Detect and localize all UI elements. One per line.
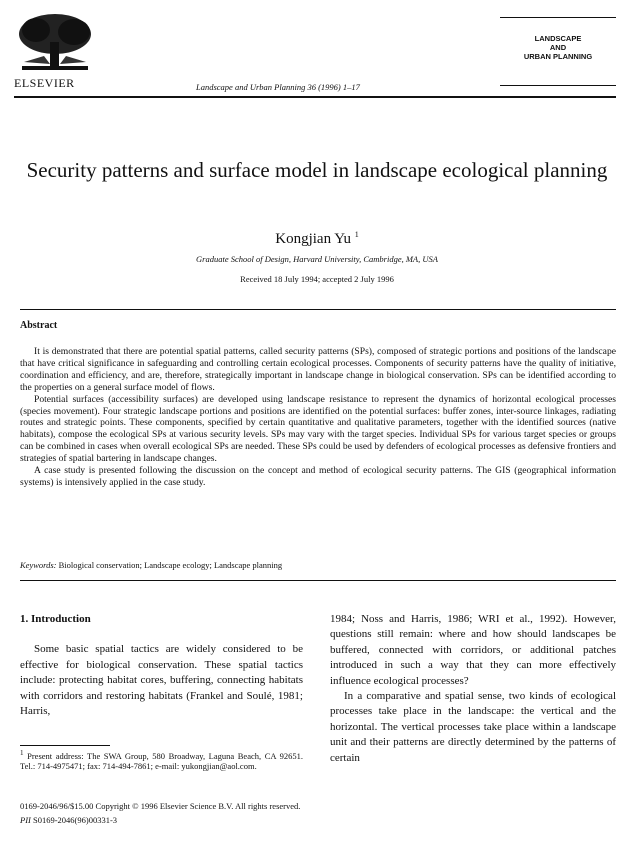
header-divider: [14, 96, 616, 98]
keywords-label: Keywords:: [20, 560, 57, 570]
abstract-paragraph: Potential surfaces (accessibility surfaces) are developed using landscape resistance to represent the dynamics of horizontal ecological processes (species movement). Four strategic landscape portions and positions are identified on the potential surfaces: buffer zones, inter-source linkages, radiating routes and strategic points. These components, specified by certain quantitative and qualitative parameters, together with the identified sources (native habitats), compose the ecological SPs at various security levels. SPs may vary with the target species. Individual SPs for various target species or groups can be combined in cases when overall ecological SPs are needed. These SPs could be used by defenders of ecological processes as defensive frontiers and strategies of spatial bartering in landscape changes.: [20, 393, 616, 465]
keywords-list: Biological conservation; Landscape ecology; Landscape planning: [58, 560, 283, 570]
header-divider: [500, 85, 616, 86]
elsevier-tree-logo-icon: [14, 12, 96, 74]
copyright-line: 0169-2046/96/$15.00 Copyright © 1996 Elsevier Science B.V. All rights reserved.: [20, 801, 301, 811]
footnote-text: Present address: The SWA Group, 580 Broadway, Laguna Beach, CA 92651. Tel.: 714-4975471; fax: 714-494-7861; e-mail: yukongjian@aol.com.: [20, 750, 303, 772]
article-title: Security patterns and surface model in landscape ecological planning: [26, 158, 608, 182]
body-paragraph: Some basic spatial tactics are widely considered to be effective for biological conservation. These spatial tactics include: protecting habitat cores, buffering, connecting habitats with corridors and restoring habitats (Frankel and Soulé, 1981; Harris,: [20, 643, 303, 718]
left-column: [20, 612, 303, 719]
pii-value: S0169-2046(96)00331-3: [32, 815, 118, 825]
divider: [20, 580, 616, 581]
journal-name: [500, 34, 616, 61]
header-divider: [500, 17, 616, 18]
section-heading: 1. Introduction: [20, 613, 91, 625]
author: [20, 230, 614, 248]
pii-line: [20, 815, 117, 825]
journal-name-line: AND: [549, 43, 567, 52]
journal-name-line: LANDSCAPE: [534, 34, 582, 43]
divider: [20, 309, 616, 310]
received-dates: Received 18 July 1994; accepted 2 July 1996: [240, 274, 394, 284]
author-name: Kongjian Yu: [275, 231, 351, 247]
journal-citation: Landscape and Urban Planning 36 (1996) 1–17: [196, 82, 360, 92]
body-paragraph: 1984; Noss and Harris, 1986; WRI et al., 1992). However, questions still remain: where and how should landscapes be buffered, connected with corridors, or additional patches introduced in such a way that they can more effectively influence ecological processes?: [330, 613, 616, 687]
abstract-body: [20, 346, 616, 489]
right-column: [330, 612, 616, 766]
abstract-paragraph: It is demonstrated that there are potential spatial patterns, called security patterns (SPs), composed of strategic portions and positions of the landscape that have critical significance in safeguarding and controlling certain ecological processes. Components of security patterns have the quality of initiative, coordination and efficiency, and are, therefore, strategically important in landscape change in biological conservation. SPs can be identified according to the properties on a general surface model of flows.: [20, 346, 616, 393]
keywords: [20, 560, 282, 570]
footnote-divider: [20, 745, 110, 746]
footnote-mark: 1: [20, 749, 24, 757]
publisher-name: ELSEVIER: [14, 76, 75, 90]
affiliation: Graduate School of Design, Harvard University, Cambridge, MA, USA: [196, 254, 438, 264]
pii-label: PII: [20, 815, 31, 825]
abstract-heading: Abstract: [20, 320, 58, 331]
journal-name-line: URBAN PLANNING: [523, 52, 593, 61]
footnote: [20, 748, 303, 772]
author-footnote-mark: 1: [354, 230, 359, 239]
abstract-paragraph: A case study is presented following the discussion on the concept and method of ecological security patterns. The GIS (geographical information systems) is intensively applied in the case study.: [20, 465, 616, 488]
body-paragraph: In a comparative and spatial sense, two kinds of ecological processes take place in the landscape: the vertical and the horizontal. The vertical processes take place within a landscape unit and their patterns are directly determined by the patterns of certain: [330, 690, 616, 764]
